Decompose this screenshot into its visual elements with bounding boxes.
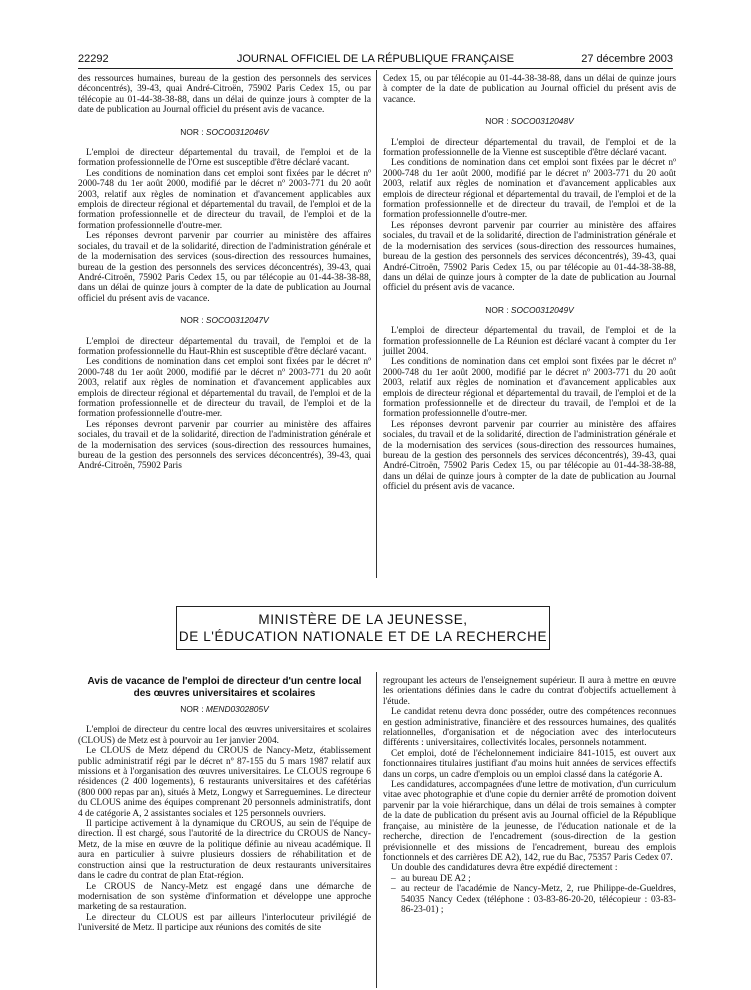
paragraph: Les réponses devront parvenir par courrier au ministère des affaires sociales, du travail et de la solidarité, direction de l'administration générale et de la modernisation des services (sous-direction des ressources humaines, bureau de la gestion des personnels des services déconcentrés), 39-43, quai André-Citroën, 75902 Paris Cedex 15, ou par télécopie au 01-44-38-38-88, dans un délai de quinze jours à compter de la date de publication au Journal officiel du présent avis de vacance. bbox=[383, 419, 676, 493]
paragraph: Le directeur du CLOUS est par ailleurs l'interlocuteur privilégié de l'université de Metz. Il participe aux réunions des comités de site bbox=[78, 912, 371, 934]
journal-title: JOURNAL OFFICIEL DE LA RÉPUBLIQUE FRANÇAISE bbox=[236, 53, 515, 65]
nor-code: SOCO0312046V bbox=[205, 126, 269, 137]
page-header bbox=[78, 53, 673, 69]
paragraph: L'emploi de directeur départemental du travail, de l'emploi et de la formation professionnelle du Haut-Rhin est susceptible d'être déclaré vacant. bbox=[78, 336, 371, 357]
column-right-top bbox=[383, 74, 676, 493]
ministry-title-line1: MINISTÈRE DE LA JEUNESSE, bbox=[258, 612, 468, 627]
nor-reference bbox=[78, 127, 371, 137]
paragraph: Les candidatures, accompagnées d'une lettre de motivation, d'un curriculum vitae avec photographie et d'une copie du dernier arrêté de promotion doivent parvenir par la voie hiérarchique, dans un délai de trois semaines à compter de la date de publication du présent avis au Journal officiel de la République française, au ministère de la jeunesse, de l'éducation nationale et de la recherche, direction de l'encadrement (sous-direction de la gestion prévisionnelle et des missions de l'encadrement, bureau des emplois fonctionnels et des carrières DE A2), 142, rue du Bac, 75357 Paris Cedex 07. bbox=[383, 780, 676, 863]
column-divider-bottom bbox=[376, 672, 377, 988]
column-left-top bbox=[78, 74, 371, 472]
nor-label: NOR : bbox=[485, 304, 511, 315]
paragraph: Le CROUS de Nancy-Metz est engagé dans une démarche de modernisation de son système d'information et développe une approche marketing de sa restauration. bbox=[78, 881, 371, 913]
column-divider-top bbox=[376, 70, 377, 578]
paragraph: L'emploi de directeur départemental du travail, de l'emploi et de la formation professionnelle de l'Orne est susceptible d'être déclaré vacant. bbox=[78, 148, 371, 169]
paragraph: Les conditions de nomination dans cet emploi sont fixées par le décret nº 2000-748 du 1er août 2000, modifié par le décret nº 2003-771 du 20 août 2003, relatif aux règles de nomination et d'avancement applicables aux emplois de directeur régional et départemental du travail, de l'emploi et de la formation professionnelle et de directeur du travail, de l'emploi et de la formation professionnelle d'outre-mer. bbox=[78, 357, 371, 420]
paragraph: Les réponses devront parvenir par courrier au ministère des affaires sociales, du travail et de la solidarité, direction de l'administration générale et de la modernisation des services (sous-direction des ressources humaines, bureau de la gestion des personnels des services déconcentrés), 39-43, quai André-Citroën, 75902 Paris bbox=[78, 419, 371, 472]
ministry-heading-box bbox=[176, 606, 550, 650]
paragraph: des ressources humaines, bureau de la gestion des personnels des services déconcentrés), 39-43, quai André-Citroën, 75902 Paris Cedex 15, ou par télécopie au 01-44-38-38-88, dans un délai de quinze jours à compter de la date de publication au Journal officiel du présent avis de vacance. bbox=[78, 74, 371, 116]
page-number: 22292 bbox=[78, 53, 109, 65]
nor-reference bbox=[78, 315, 371, 325]
nor-label: NOR : bbox=[180, 126, 206, 137]
nor-code: MEND0302805V bbox=[205, 704, 269, 714]
nor-label: NOR : bbox=[180, 704, 206, 714]
nor-code: SOCO0312048V bbox=[510, 116, 574, 127]
paragraph: Il participe activement à la dynamique du CROUS, au sein de l'équipe de direction. Il est chargé, sous l'autorité de la directrice du CROUS de Nancy-Metz, de la mise en œuvre de la politique définie au niveau académique. Il aura en particulier à suivre plusieurs dossiers de réhabilitation et de construction ainsi que la restructuration de deux restaurants universitaires dans le cadre du contrat de plan Etat-région. bbox=[78, 819, 371, 882]
paragraph: Les conditions de nomination dans cet emploi sont fixées par le décret nº 2000-748 du 1er août 2000, modifié par le décret nº 2003-771 du 20 août 2003, relatif aux règles de nomination et d'avancement applicables aux emplois de directeur régional et départemental du travail, de l'emploi et de la formation professionnelle et de directeur du travail, de l'emploi et de la formation professionnelle d'outre-mer. bbox=[78, 168, 371, 231]
list-item: – au recteur de l'académie de Nancy-Metz, 2, rue Philippe-de-Gueldres, 54035 Nancy Cedex (téléphone : 03-83-86-20-20, télécopieur : 03-83-86-23-01) ; bbox=[383, 884, 676, 915]
paragraph: Les conditions de nomination dans cet emploi sont fixées par le décret nº 2000-748 du 1er août 2000, modifié par le décret nº 2003-771 du 20 août 2003, relatif aux règles de nomination et d'avancement applicables aux emplois de directeur régional et départemental du travail, de l'emploi et de la formation professionnelle et de directeur du travail, de l'emploi et de la formation professionnelle d'outre-mer. bbox=[383, 158, 676, 221]
paragraph: Cet emploi, doté de l'échelonnement indiciaire 841-1015, est ouvert aux fonctionnaires titulaires justifiant d'au moins huit années de services effectifs dans un corps, un cadre d'emplois ou un emploi classé dans la catégorie A. bbox=[383, 748, 676, 780]
paragraph: Le CLOUS de Metz dépend du CROUS de Nancy-Metz, établissement public administratif régi par le décret nº 87-155 du 5 mars 1987 relatif aux missions et à l'organisation des œuvres universitaires. Le CLOUS regroupe 6 résidences (2 400 logements), 6 restaurants universitaires et des cafétérias (800 000 repas par an), situés à Metz, Longwy et Sarreguemines. Le directeur du CLOUS anime des équipes comprenant 20 personnels administratifs, dont 4 de catégorie A, 2 assistantes sociales et 125 personnels ouvriers. bbox=[78, 746, 371, 819]
nor-code: SOCO0312047V bbox=[205, 315, 269, 326]
paragraph: Les réponses devront parvenir par courrier au ministère des affaires sociales, du travail et de la solidarité, direction de l'administration générale et de la modernisation des services (sous-direction des ressources humaines, bureau de la gestion des personnels des services déconcentrés), 39-43, quai André-Citroën, 75902 Paris Cedex 15, ou par télécopie au 01-44-38-38-88, dans un délai de quinze jours à compter de la date de publication au Journal officiel du présent avis de vacance. bbox=[78, 231, 371, 304]
paragraph: Un double des candidatures devra être expédié directement : bbox=[391, 863, 618, 874]
paragraph: Le candidat retenu devra donc posséder, outre des compétences reconnues en gestion administrative, financière et des ressources humaines, des qualités relationnelles, d'organisation et de négociation avec des interlocuteurs différents : universitaires, collectivités locales, personnels notamment. bbox=[383, 707, 676, 749]
column-right-bottom bbox=[383, 676, 676, 915]
list-item: – au bureau DE A2 ; bbox=[383, 874, 676, 884]
paragraph: Les conditions de nomination dans cet emploi sont fixées par le décret nº 2000-748 du 1er août 2000, modifié par le décret nº 2003-771 du 20 août 2003, relatif aux règles de nomination et d'avancement applicables aux emplois de directeur régional et départemental du travail, de l'emploi et de la formation professionnelle et de directeur du travail, de l'emploi et de la formation professionnelle d'outre-mer. bbox=[383, 357, 676, 420]
nor-code: SOCO0312049V bbox=[510, 304, 574, 315]
nor-reference bbox=[78, 704, 371, 714]
header-rule bbox=[78, 68, 673, 69]
nor-label: NOR : bbox=[485, 116, 511, 127]
notice-heading: Avis de vacance de l'emploi de directeur d'un centre local des œuvres universitaires et scolaires bbox=[87, 676, 362, 699]
paragraph: L'emploi de directeur départemental du travail, de l'emploi et de la formation professionnelle de La Réunion est déclaré vacant à compter du 1er juillet 2004. bbox=[383, 326, 676, 357]
column-left-bottom bbox=[78, 676, 371, 934]
nor-label: NOR : bbox=[180, 315, 206, 326]
nor-reference bbox=[383, 305, 676, 315]
ministry-title-line2: DE L'ÉDUCATION NATIONALE ET DE LA RECHERCHE bbox=[178, 629, 548, 644]
nor-reference bbox=[383, 116, 676, 126]
issue-date: 27 décembre 2003 bbox=[581, 53, 673, 65]
paragraph: Cedex 15, ou par télécopie au 01-44-38-38-88, dans un délai de quinze jours à compter de la date de publication au Journal officiel du présent avis de vacance. bbox=[383, 74, 676, 105]
paragraph: L'emploi de directeur départemental du travail, de l'emploi et de la formation professionnelle de la Vienne est susceptible d'être déclaré vacant. bbox=[383, 137, 676, 159]
paragraph: regroupant les acteurs de l'enseignement supérieur. Il aura à mettre en œuvre les orientations définies dans le cadre du contrat d'objectifs actuellement à l'étude. bbox=[383, 676, 676, 707]
paragraph: Les réponses devront parvenir par courrier au ministère des affaires sociales, du travail et de la solidarité, direction de l'administration générale et de la modernisation des services (sous-direction des ressources humaines, bureau de la gestion des personnels des services déconcentrés), 39-43, quai André-Citroën, 75902 Paris Cedex 15, ou par télécopie au 01-44-38-38-88, dans un délai de quinze jours à compter de la date de publication au Journal officiel du présent avis de vacance. bbox=[383, 220, 676, 294]
paragraph: L'emploi de directeur du centre local des œuvres universitaires et scolaires (CLOUS) de Metz est à pourvoir au 1er janvier 2004. bbox=[78, 725, 371, 746]
